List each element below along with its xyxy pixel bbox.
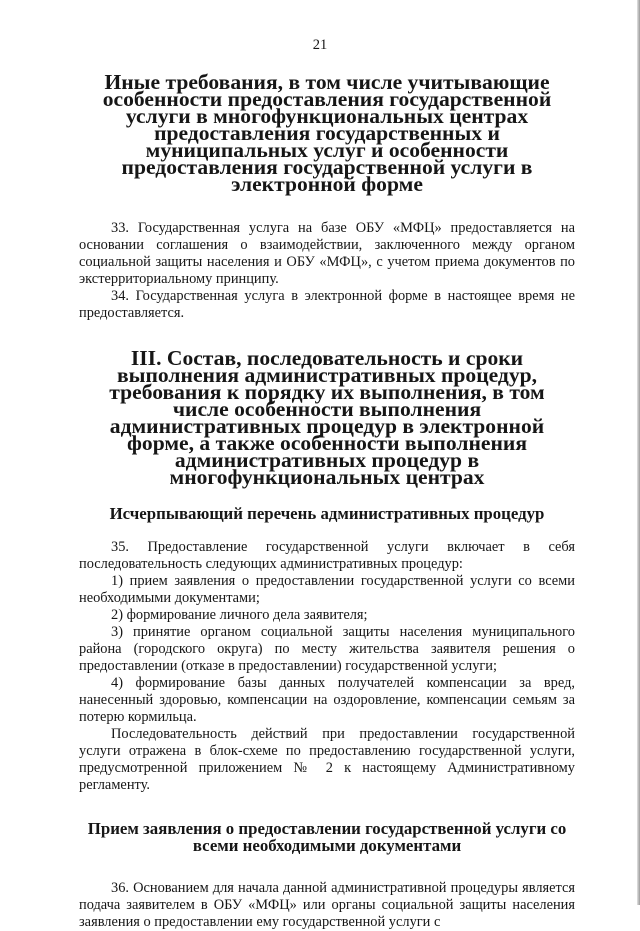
list-item-2: 2) формирование личного дела заявителя; [111,607,368,623]
subheading-application-intake: Прием заявления о предоставлении государственной услуги со всеми необходимыми документами [87,819,567,855]
list-item-4: 4) формирование базы данных получателей компенсации за вред, нанесенный здоровью, компенсации на оздоровление, компенсации семьям за потерю кормильца. [79,675,575,725]
list-item-1: 1) прием заявления о предоставлении государственной услуги со всеми необходимыми документами; [79,573,575,606]
section-heading-other-requirements: Иные требования, в том числе учитывающие особенности предоставления государственной услуги в многофункциональных центрах предоставления государственных и муниципальных услуг и особенности предоставления государственной услуги в электронной форме [102,70,552,196]
paragraph-34: 34. Государственная услуга в электронной форме в настоящее время не предоставляется. [79,288,575,321]
subheading-procedures-list: Исчерпывающий перечень административных процедур [109,504,545,523]
section-heading-iii: III. Состав, последовательность и сроки выполнения административных процедур, требования к порядку их выполнения, в том числе особенности выполнения административных процедур в электронной форме, а также особенности выполнения административных процедур в многофункциональных центрах [109,346,545,489]
document-body [79,70,575,931]
paragraph-33: 33. Государственная услуга на базе ОБУ «МФЦ» предоставляется на основании соглашения о взаимодействии, заключенного между органом социальной защиты населения и ОБУ «МФЦ», с учетом приема документов по экстерриториальному принципу. [79,220,575,287]
paragraph-36: 36. Основанием для начала данной административной процедуры является подача заявителем в ОБУ «МФЦ» или органы социальной защиты населения заявления о предоставлении ему государственной услуги с [79,880,575,930]
page-number: 21 [312,37,328,53]
paragraph-sequence: Последовательность действий при предоставлении государственной услуги отражена в блок-схеме по предоставлению государственной услуги, предусмотренной приложением № 2 к настоящему Административному регламенту. [79,726,575,793]
list-item-3: 3) принятие органом социальной защиты населения муниципального района (городского округа) по месту жительства заявителя решения о предоставлении (отказе в предоставлении) государственной услуги; [79,624,575,674]
paragraph-35: 35. Предоставление государственной услуги включает в себя последовательность следующих административных процедур: [79,539,575,572]
